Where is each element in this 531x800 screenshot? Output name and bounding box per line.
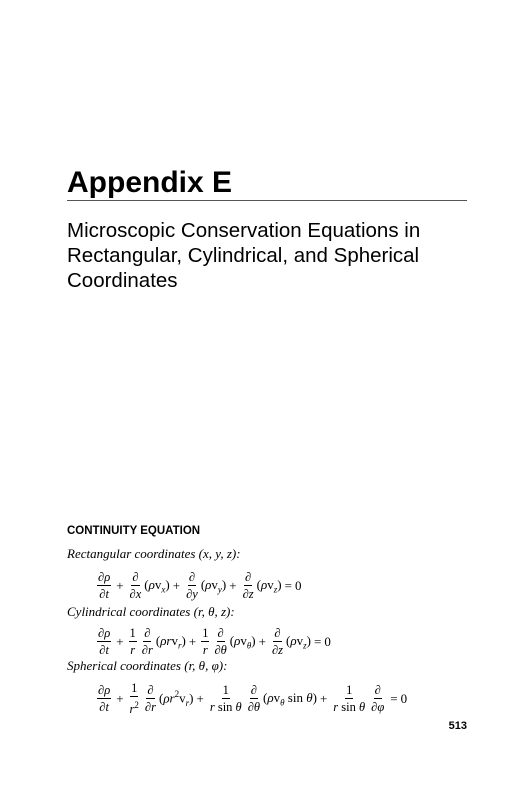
rectangular-label-text: Rectangular coordinates	[67, 546, 196, 561]
equation-cylindrical: $\frac{\partial\rho}{\partial t}$ + $\frac{1}{r}$ $\frac{\partial}{\partial r}$ (ρrv$_r$) + $\frac{1}{r}$ $\frac{\partial}{\partial\theta}$ $(\rho v_\theta)$ + $\frac{\partial}{\partial z}$ $(\rho v_z)$ = 0	[98, 626, 331, 657]
cylindrical-label-args: (r, θ, z):	[193, 604, 235, 619]
cylindrical-label-text: Cylindrical coordinates	[67, 604, 191, 619]
equation-spherical: $\frac{\partial\rho}{\partial t}$ + $\frac{1}{r^2}$ $\frac{\partial}{\partial r}$ $(\rho r^2v_r)$ + $\frac{1}{\text{r sin θ}}$ $\frac{\partial}{\partial\theta}$ ($\rho v_\theta$ sin θ) + $\frac{1}{\text{r sin θ}}$ $\frac{\partial}{\partial\varphi}$ = 0	[98, 681, 408, 717]
section-heading: CONTINUITY EQUATION	[67, 525, 201, 537]
spherical-label	[67, 658, 227, 674]
appendix-subtitle: Microscopic Conservation Equations in Rectangular, Cylindrical, and Spherical Coordinates	[67, 219, 421, 292]
rectangular-label	[67, 546, 241, 562]
rectangular-label-args: (x, y, z):	[198, 546, 241, 561]
appendix-title: Appendix E	[67, 166, 233, 199]
spherical-label-text: Spherical coordinates	[67, 658, 181, 673]
page-number: 513	[448, 720, 467, 732]
equation-rectangular: $\frac{\partial\rho}{\partial t}$ + $\frac{\partial}{\partial x}$ $(\rho v_x)$ + $\frac{\partial}{\partial y}$ $(\rho v_y)$ + $\frac{\partial}{\partial z}$ $(\rho v_z)$ = 0	[98, 570, 302, 601]
spherical-label-args: (r, θ, φ):	[184, 658, 228, 673]
title-rule	[67, 200, 467, 201]
cylindrical-label	[67, 604, 235, 620]
